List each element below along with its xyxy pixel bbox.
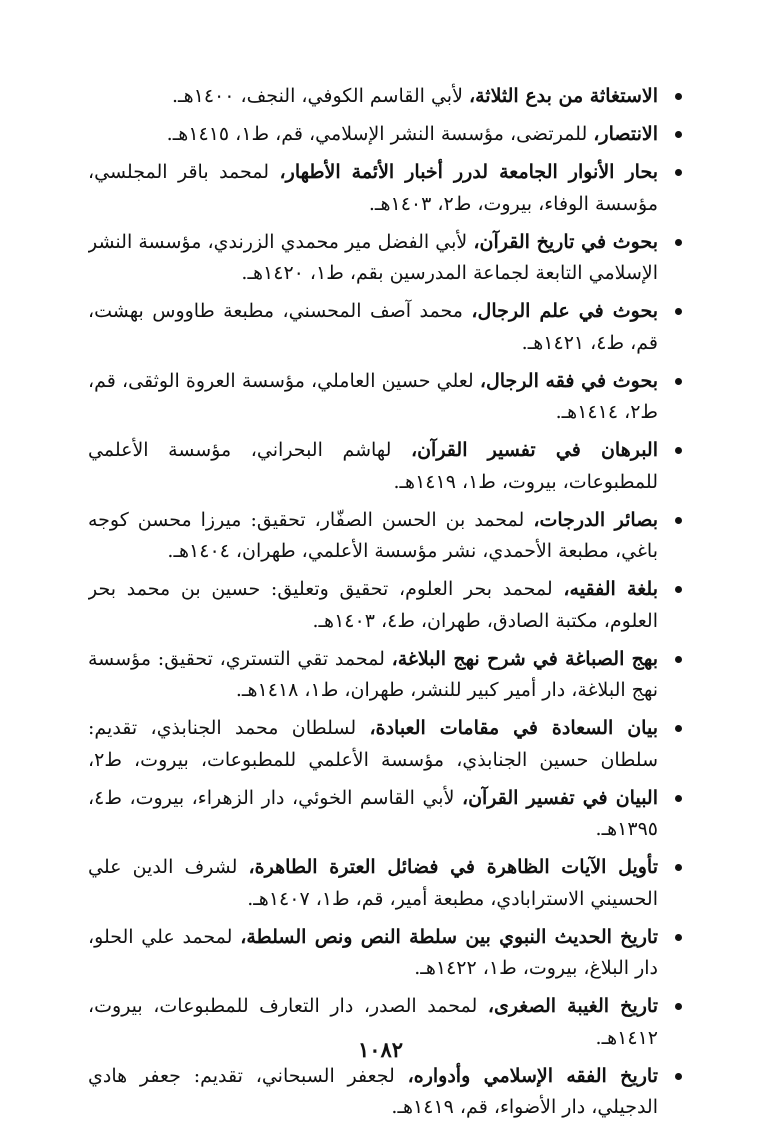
bullet-icon [675, 1003, 682, 1010]
bibliography-entry [88, 119, 684, 151]
entry-title: تاريخ الحديث النبوي بين سلطة النص ونص السلطة، [240, 925, 658, 948]
bibliography-entry [88, 435, 684, 498]
entry-details: لعلي حسين العاملي، مؤسسة العروة الوثقى، قم، ط٢، ١٤١٤هـ. [88, 369, 658, 423]
entry-details: للمرتضى، مؤسسة النشر الإسلامي، قم، ط١، ١٤١٥هـ. [166, 123, 594, 145]
entry-details: لأبي الفضل مير محمدي الزرندي، مؤسسة النشر الإسلامي التابعة لجماعة المدرسين بقم، ط١، ١٤٢٠هـ. [88, 230, 658, 284]
entry-details: لشرف الدين علي الحسيني الاسترابادي، مطبعة أمير، قم، ط١، ١٤٠٧هـ. [88, 856, 658, 910]
entry-title: تاريخ الغيبة الصغرى، [487, 995, 658, 1017]
bullet-icon [675, 447, 682, 454]
entry-title: بحوث في علم الرجال، [471, 300, 659, 322]
bullet-icon [675, 93, 682, 100]
entry-details: لجعفر السبحاني، تقديم: جعفر هادي الدجيلي، دار الأضواء، قم، ١٤١٩هـ. [88, 1064, 658, 1118]
bibliography-list [88, 81, 684, 1130]
bibliography-entry [88, 713, 684, 776]
bibliography-entry [88, 1061, 684, 1124]
bullet-icon [675, 934, 682, 941]
bibliography-entry [88, 852, 684, 915]
bibliography-entry [88, 783, 684, 846]
entry-title: بحوث في تاريخ القرآن، [473, 230, 658, 253]
entry-title: بهج الصباغة في شرح نهج البلاغة، [391, 647, 658, 670]
bullet-icon [675, 308, 682, 315]
bullet-icon [675, 1073, 682, 1080]
entry-details: لمحمد علي الحلو، دار البلاغ، بيروت، ط١، ١٤٢٢هـ. [88, 925, 658, 979]
bullet-icon [675, 517, 682, 524]
bibliography-entry [88, 81, 684, 113]
page-number: ١٠٨٢ [357, 1037, 404, 1062]
entry-details: لمحمد الصدر، دار التعارف للمطبوعات، بيروت، ١٤١٢هـ. [88, 995, 658, 1049]
entry-details: لسلطان محمد الجنابذي، تقديم: سلطان حسين الجنابذي، مؤسسة الأعلمي للمطبوعات، بيروت، ط٢، [88, 717, 658, 771]
entry-title: تاريخ الفقه الإسلامي وأدواره، [407, 1064, 658, 1087]
entry-details: لمحمد باقر المجلسي، مؤسسة الوفاء، بيروت، ط٢، ١٤٠٣هـ. [88, 161, 658, 215]
entry-title: تأويل الآيات الظاهرة في فضائل العترة الطاهرة، [248, 856, 659, 878]
entry-details: لمحمد تقي التستري، تحقيق: مؤسسة نهج البلاغة، دار أمير كبير للنشر، طهران، ط١، ١٤١٨هـ. [88, 647, 658, 701]
bullet-icon [675, 169, 682, 176]
bullet-icon [675, 131, 682, 138]
bullet-icon [675, 864, 682, 871]
bibliography-entry [88, 157, 684, 220]
bullet-icon [675, 586, 682, 593]
entry-title: بحار الأنوار الجامعة لدرر أخبار الأئمة الأطهار، [279, 161, 658, 183]
bibliography-entry [88, 505, 684, 568]
entry-title: الانتصار، [593, 123, 658, 145]
entry-title: الاستغاثة من بدع الثلاثة، [468, 85, 658, 107]
entry-details: لأبي القاسم الخوئي، دار الزهراء، بيروت، ط٤، ١٣٩٥هـ. [88, 786, 658, 840]
bullet-icon [675, 725, 682, 732]
bibliography-entry [88, 644, 684, 707]
bibliography-entry [88, 922, 684, 985]
entry-title: البيان في تفسير القرآن، [461, 786, 658, 809]
bibliography-entry [88, 227, 684, 290]
entry-title: بلغة الفقيه، [563, 578, 658, 600]
bibliography-entry [88, 366, 684, 429]
entry-details: لهاشم البحراني، مؤسسة الأعلمي للمطبوعات، بيروت، ط١، ١٤١٩هـ. [88, 439, 658, 493]
bibliography-entry [88, 296, 684, 359]
entry-details: لأبي القاسم الكوفي، النجف، ١٤٠٠هـ. [172, 85, 469, 107]
bullet-icon [675, 656, 682, 663]
bibliography-entry [88, 574, 684, 637]
entry-title: البرهان في تفسير القرآن، [410, 439, 658, 461]
bullet-icon [675, 795, 682, 802]
entry-details: لمحمد بحر العلوم، تحقيق وتعليق: حسين بن محمد بحر العلوم، مكتبة الصادق، طهران، ط٤، ١٤٠٣هـ. [88, 578, 658, 632]
entry-title: بصائر الدرجات، [533, 508, 658, 531]
entry-details: محمد آصف المحسني، مطبعة طاووس بهشت، قم، ط٤، ١٤٢١هـ. [88, 300, 658, 354]
entry-title: بحوث في فقه الرجال، [479, 369, 659, 392]
bullet-icon [675, 378, 682, 385]
bullet-icon [675, 239, 682, 246]
entry-title: بيان السعادة في مقامات العبادة، [369, 717, 658, 739]
entry-details: لمحمد بن الحسن الصفّار، تحقيق: ميرزا محسن كوجه باغي، مطبعة الأحمدي، نشر مؤسسة الأعلمي، طهران، ١٤٠٤هـ. [88, 508, 658, 562]
